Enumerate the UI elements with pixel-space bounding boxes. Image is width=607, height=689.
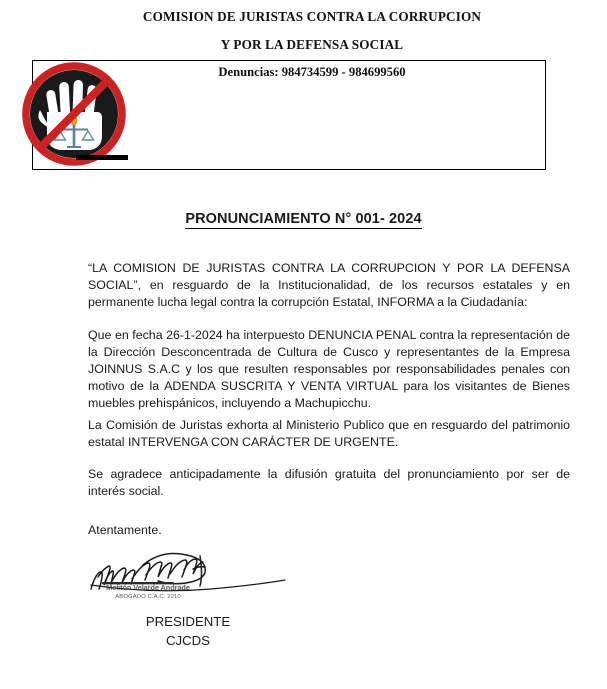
no-corruption-hand-torch-scales-logo bbox=[18, 58, 130, 170]
paragraph-intro: “LA COMISION DE JURISTAS CONTRA LA CORRUPCION Y POR LA DEFENSA SOCIAL”, en resguardo de la Institucionalidad, de los recursos estatales y en permanente lucha legal contra la corrupción Estatal, INFORMA a la Ciudadanía: bbox=[88, 261, 570, 310]
closing-salutation: Atentamente. bbox=[88, 523, 162, 537]
organization-heading bbox=[118, 8, 506, 81]
org-name-line-2: Y POR LA DEFENSA SOCIAL bbox=[220, 37, 404, 52]
role-organization: CJCDS bbox=[166, 633, 210, 648]
page-title bbox=[0, 211, 607, 227]
logo-underline-rule bbox=[76, 155, 128, 160]
role-title: PRESIDENTE bbox=[145, 614, 231, 629]
page-title-text: PRONUNCIAMIENTO N° 001- 2024 bbox=[185, 211, 422, 227]
stamp-name: Melitón Velarde Andrade bbox=[106, 583, 190, 592]
signature-block bbox=[88, 522, 388, 648]
paragraph-complaint: Que en fecha 26-1-2024 ha interpuesto DENUNCIA PENAL contra la representación de la Dirección Desconcentrada de Cultura de Cusco y representantes de la Empresa JOINNUS S.A.C y los que resulten responsables por responsabilidades penales con motivo de la ADENDA SUSCRITA Y VENTA VIRTUAL para los visitantes de Bienes muebles prehispánicos, incluyendo a Machupicchu. bbox=[88, 327, 570, 411]
contact-phone-line: Denuncias: 984734599 - 984699560 bbox=[218, 65, 406, 79]
lawyer-stamp bbox=[90, 584, 206, 601]
stamp-registration: ABOGADO C.A.C. 2210 bbox=[115, 593, 181, 600]
paragraph-exhortation: La Comisión de Juristas exhorta al Ministerio Publico que en resguardo del patrimonio estatal INTERVENGA CON CARÁCTER DE URGENTE. bbox=[88, 417, 570, 449]
document-body bbox=[88, 260, 570, 500]
org-name-line-1: COMISION DE JURISTAS CONTRA LA CORRUPCION bbox=[142, 9, 482, 24]
paragraph-thanks: Se agradece anticipadamente la difusión gratuita del pronunciamiento por ser de interés social. bbox=[88, 467, 570, 499]
signatory-role bbox=[88, 612, 288, 650]
